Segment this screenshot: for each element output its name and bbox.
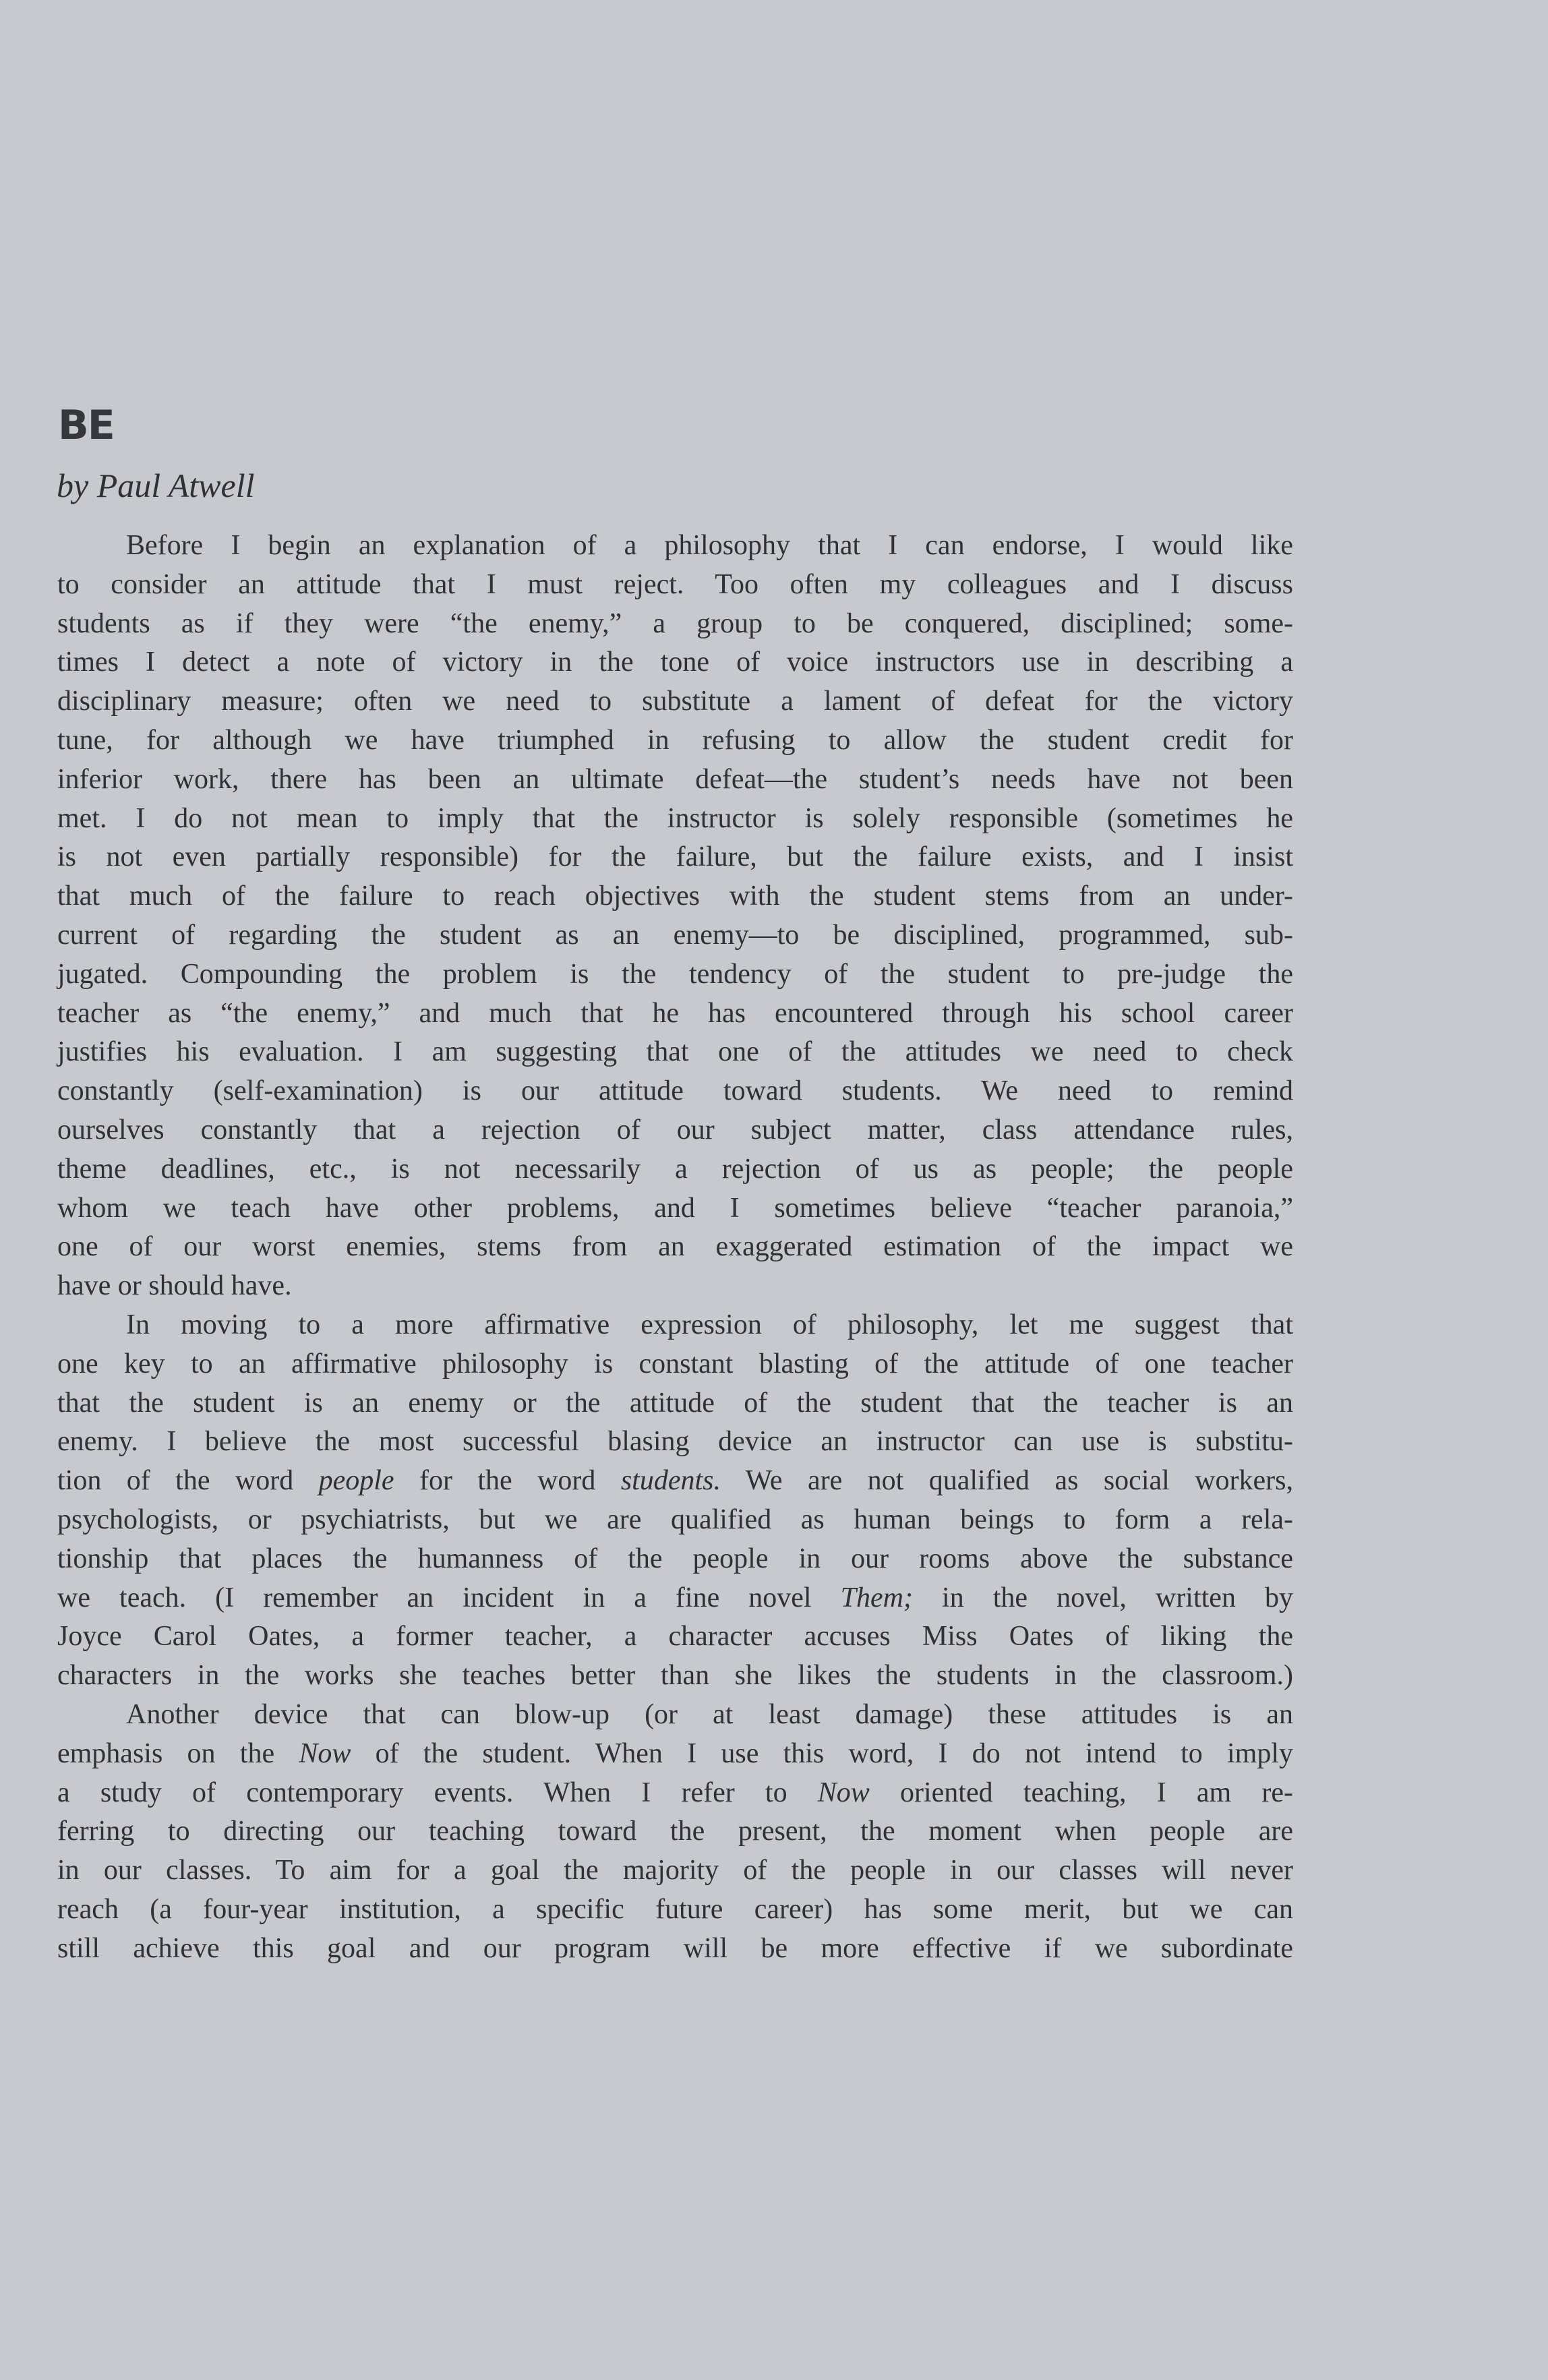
text-segment: tionship that places the humanness of the people in our rooms above the substance	[57, 1543, 1293, 1574]
text-segment: teacher as “the enemy,” and much that he has encountered through his school career	[57, 997, 1293, 1029]
text-segment: we teach. (I remember an incident in a fine novel	[57, 1582, 841, 1613]
text-segment: ferring to directing our teaching toward the present, the moment when people are	[57, 1816, 1293, 1847]
text-segment: have or should have.	[57, 1270, 292, 1302]
paragraph-1-line	[57, 1033, 1293, 1072]
paragraph-2-line	[57, 1501, 1293, 1540]
text-segment: Another device that can blow-up (or at least damage) these attitudes is an	[126, 1698, 1293, 1730]
text-segment: Before I begin an explanation of a philosophy that I can endorse, I would like	[126, 530, 1293, 561]
paragraph-1-line	[57, 877, 1293, 916]
text-segment: oriented teaching, I am re-	[869, 1777, 1293, 1808]
paragraph-1-line	[57, 1189, 1293, 1228]
paragraph-1-line	[57, 605, 1293, 644]
paragraph-1-line	[57, 1150, 1293, 1189]
text-segment: is not even partially responsible) for the failure, but the failure exists, and I insist	[57, 841, 1293, 873]
italic-text: people	[318, 1465, 394, 1497]
paragraph-2-line	[57, 1345, 1293, 1384]
paragraph-1-line	[57, 916, 1293, 955]
text-segment: whom we teach have other problems, and I sometimes believe “teacher paranoia,”	[57, 1192, 1293, 1224]
text-segment: that the student is an enemy or the attitude of the student that the teacher is an	[57, 1387, 1293, 1419]
paragraph-1-line	[57, 682, 1293, 721]
text-segment: a study of contemporary events. When I refer to	[57, 1777, 818, 1808]
text-segment: characters in the works she teaches better than she likes the students in the classroom.)	[57, 1660, 1293, 1692]
article-body	[57, 527, 1293, 1968]
paragraph-2-line	[57, 1540, 1293, 1579]
text-segment: one key to an affirmative philosophy is constant blasting of the attitude of one teacher	[57, 1348, 1293, 1379]
text-segment: psychologists, or psychiatrists, but we are qualified as human beings to form a rela-	[57, 1504, 1293, 1535]
paragraph-1-line	[57, 721, 1293, 761]
text-segment: in our classes. To aim for a goal the majority of the people in our classes will never	[57, 1855, 1293, 1886]
article-author: by Paul Atwell	[57, 467, 255, 504]
paragraph-1-line	[57, 1228, 1293, 1267]
italic-text: Them;	[840, 1582, 913, 1613]
paragraph-2-line	[57, 1306, 1293, 1345]
paragraph-1-line	[57, 566, 1293, 605]
italic-text: Now	[299, 1737, 351, 1769]
text-segment: current of regarding the student as an enemy—to be disciplined, programmed, sub-	[57, 919, 1293, 951]
text-segment: emphasis on the	[57, 1737, 299, 1769]
paragraph-1-line	[57, 761, 1293, 800]
text-segment: tion of the word	[57, 1465, 319, 1497]
paragraph-1-line	[57, 643, 1293, 682]
text-segment: ourselves constantly that a rejection of our subject matter, class attendance rules,	[57, 1114, 1293, 1146]
text-segment: met. I do not mean to imply that the instructor is solely responsible (sometimes he	[57, 802, 1293, 834]
text-segment: tune, for although we have triumphed in refusing to allow the student credit for	[57, 724, 1293, 756]
paragraph-1-line	[57, 994, 1293, 1034]
text-segment: one of our worst enemies, stems from an exaggerated estimation of the impact we	[57, 1231, 1293, 1263]
paragraph-1-line	[57, 1267, 1293, 1306]
paragraph-1-line	[57, 955, 1293, 994]
paragraph-1-line	[57, 838, 1293, 877]
paragraph-2-line	[57, 1657, 1293, 1696]
text-segment: Joyce Carol Oates, a former teacher, a character accuses Miss Oates of liking the	[57, 1621, 1293, 1653]
text-segment: disciplinary measure; often we need to substitute a lament of defeat for the victory	[57, 686, 1293, 717]
paragraph-3-line	[57, 1812, 1293, 1851]
text-segment: We are not qualified as social workers,	[721, 1465, 1294, 1497]
paragraph-2-line	[57, 1384, 1293, 1423]
paragraph-3-line	[57, 1851, 1293, 1891]
text-segment: jugated. Compounding the problem is the tendency of the student to pre-judge the	[57, 958, 1293, 990]
text-segment: reach (a four-year institution, a specific future career) has some merit, but we can	[57, 1893, 1293, 1925]
text-segment: in the novel, written by	[912, 1582, 1294, 1613]
text-segment: enemy. I believe the most successful blasing device an instructor can use is substitu-	[57, 1426, 1293, 1458]
text-segment: constantly (self-examination) is our attitude toward students. We need to remind	[57, 1075, 1293, 1107]
text-segment: justifies his evaluation. I am suggesting that one of the attitudes we need to check	[57, 1036, 1293, 1068]
paragraph-1-line	[57, 1111, 1293, 1150]
paragraph-3-line	[57, 1696, 1293, 1735]
paragraph-1-line	[57, 527, 1293, 566]
text-segment: to consider an attitude that I must reject. Too often my colleagues and I discuss	[57, 568, 1293, 600]
article-title: BE	[58, 402, 114, 449]
paragraph-2-line	[57, 1462, 1293, 1501]
text-segment: that much of the failure to reach objectives with the student stems from an under-	[57, 881, 1293, 912]
text-segment: still achieve this goal and our program will be more effective if we subordinate	[57, 1932, 1293, 1964]
italic-text: Now	[817, 1777, 870, 1808]
paragraph-3-line	[57, 1735, 1293, 1774]
paragraph-2-line	[57, 1617, 1293, 1657]
italic-text: students.	[620, 1465, 721, 1497]
paragraph-3-line	[57, 1930, 1293, 1969]
paragraph-1-line	[57, 1072, 1293, 1111]
text-segment: students as if they were “the enemy,” a group to be conquered, disciplined; some-	[57, 607, 1293, 639]
text-segment: In moving to a more affirmative expression of philosophy, let me suggest that	[126, 1309, 1293, 1340]
text-segment: theme deadlines, etc., is not necessarily a rejection of us as people; the people	[57, 1153, 1293, 1185]
text-segment: of the student. When I use this word, I do not intend to imply	[351, 1737, 1293, 1769]
paragraph-3-line	[57, 1774, 1293, 1813]
paragraph-2-line	[57, 1423, 1293, 1462]
text-segment: times I detect a note of victory in the tone of voice instructors use in describing a	[57, 647, 1293, 678]
paragraph-1-line	[57, 800, 1293, 839]
paragraph-3-line	[57, 1891, 1293, 1930]
paragraph-2-line	[57, 1579, 1293, 1618]
text-segment: inferior work, there has been an ultimate defeat—the student’s needs have not been	[57, 763, 1293, 795]
text-segment: for the word	[394, 1465, 621, 1497]
